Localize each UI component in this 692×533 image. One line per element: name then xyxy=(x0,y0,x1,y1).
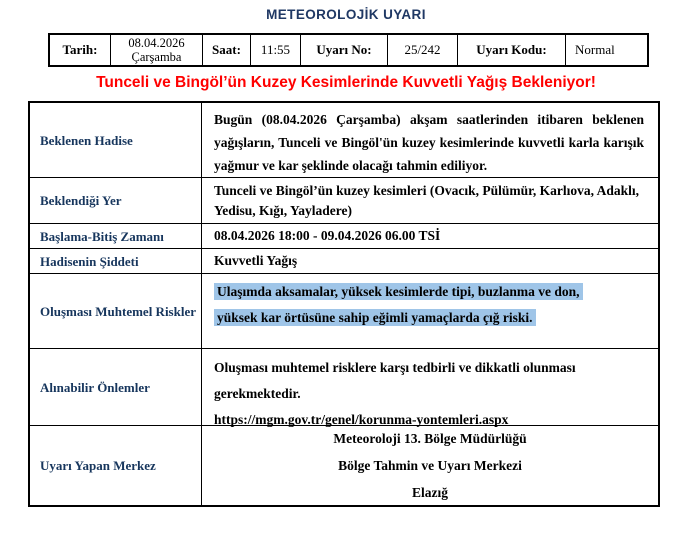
warning-header-table xyxy=(48,33,649,67)
protection-methods-url[interactable]: https://mgm.gov.tr/genel/korunma-yontemleri.aspx xyxy=(214,412,509,427)
row-label-precautions: Alınabilir Önlemler xyxy=(30,349,202,425)
date-value-line1: 08.04.2026 xyxy=(128,36,185,50)
row-content-start-end-time: 08.04.2026 18:00 - 09.04.2026 06.00 TSİ xyxy=(214,228,441,243)
row-label-event-severity: Hadisenin Şiddeti xyxy=(30,249,202,273)
issuing-center-line3: Elazığ xyxy=(412,485,448,500)
row-label-issuing-center: Uyarı Yapan Merkez xyxy=(30,426,202,505)
precautions-text: Oluşması muhtemel risklere karşı tedbirli ve dikkatli olunması gerekmektedir. xyxy=(214,360,576,401)
row-content-precautions xyxy=(202,349,658,425)
warning-details-table xyxy=(28,101,660,507)
time-label: Saat: xyxy=(202,35,250,65)
date-label: Tarih: xyxy=(62,42,98,57)
table-row-expected-event xyxy=(30,103,658,177)
table-row-precautions xyxy=(30,348,658,425)
risk-highlight-line1: Ulaşımda aksamalar, yüksek kesimlerde tipi, buzlanma ve don, xyxy=(214,283,583,300)
table-row-possible-risks xyxy=(30,273,658,348)
issuing-center-line2: Bölge Tahmin ve Uyarı Merkezi xyxy=(338,458,522,473)
warning-no-label: Uyarı No: xyxy=(300,35,387,65)
row-content-event-severity: Kuvvetli Yağış xyxy=(214,253,298,268)
document-title: METEOROLOJİK UYARI xyxy=(266,7,426,22)
warning-headline: Tunceli ve Bingöl’ün Kuzey Kesimlerinde Kuvvetli Yağış Bekleniyor! xyxy=(96,74,596,91)
time-value: 11:55 xyxy=(250,35,300,65)
table-row-event-severity xyxy=(30,248,658,273)
warning-no-value: 25/242 xyxy=(387,35,457,65)
row-content-issuing-center xyxy=(202,426,658,505)
table-row-issuing-center xyxy=(30,425,658,505)
issuing-center-line1: Meteoroloji 13. Bölge Müdürlüğü xyxy=(333,431,527,446)
row-label-expected-event: Beklenen Hadise xyxy=(30,103,202,177)
row-label-expected-location: Beklendiği Yer xyxy=(30,178,202,223)
risk-highlight-line2: yüksek kar örtüsüne sahip eğimli yamaçlarda çığ riski. xyxy=(214,309,536,326)
row-label-start-end-time: Başlama-Bitiş Zamanı xyxy=(30,224,202,248)
warning-code-label: Uyarı Kodu: xyxy=(457,35,565,65)
row-content-expected-event: Bugün (08.04.2026 Çarşamba) akşam saatlerinden itibaren beklenen yağışların, Tunceli ve Bingöl'ün kuzey kesimlerinde kuvvetli karla karışık yağmur ve kar şeklinde olacağı tahmin ediliyor. xyxy=(214,112,644,173)
table-row-expected-location xyxy=(30,177,658,223)
table-row-start-end-time xyxy=(30,223,658,248)
warning-code-value: Normal xyxy=(565,35,647,65)
row-content-expected-location: Tunceli ve Bingöl’ün kuzey kesimleri (Ovacık, Pülümür, Karlıova, Adaklı, Yedisu, Kığı, Yayladere) xyxy=(214,183,640,218)
date-value-line2: Çarşamba xyxy=(131,50,182,64)
date-value xyxy=(110,35,202,65)
row-label-possible-risks: Oluşması Muhtemel Riskler xyxy=(30,274,202,348)
row-content-possible-risks xyxy=(202,274,658,348)
